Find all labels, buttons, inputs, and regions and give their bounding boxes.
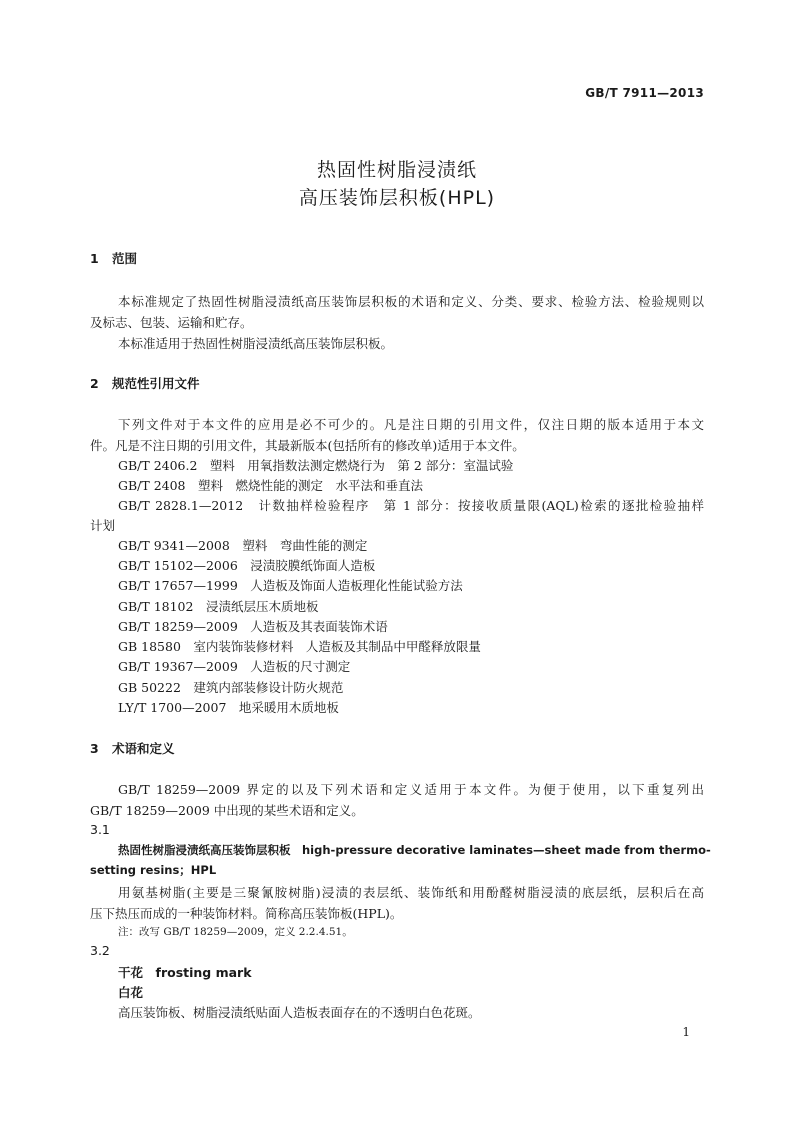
term-number: 3.1 [90,822,110,837]
paragraph-line: GB/T 18259—2009 中出现的某些术语和定义。 [90,803,364,818]
section-number: 1 [90,251,99,266]
term-definition-line: 高压装饰板、树脂浸渍纸贴面人造板表面存在的不透明白色花斑。 [118,1005,481,1020]
document-title-line-1: 热固性树脂浸渍纸 [316,159,477,181]
paragraph-line: 本标准适用于热固性树脂浸渍纸高压装饰层积板。 [118,336,394,351]
section-number: 3 [90,741,99,756]
term-number: 3.2 [90,943,110,958]
document-title-line-2: 高压装饰层积板(HPL) [298,187,496,209]
reference-item: GB 50222 建筑内部装修设计防火规范 [118,680,344,695]
section-1-heading [90,249,137,267]
reference-item: GB/T 17657—1999 人造板及饰面人造板理化性能试验方法 [118,578,463,593]
paragraph-line: 件。凡是不注日期的引用文件，其最新版本(包括所有的修改单)适用于本文件。 [90,438,525,453]
reference-item: LY/T 1700—2007 地采暖用木质地板 [118,700,339,715]
paragraph-line: 下列文件对于本文件的应用是必不可少的。凡是注日期的引用文件，仅注日期的版本适用于本文 [118,417,704,432]
section-title: 术语和定义 [112,741,175,756]
reference-item-continuation: 计划 [90,518,116,533]
term-note: 注：改写 GB/T 18259—2009，定义 2.2.4.51。 [118,926,353,938]
reference-item: GB/T 18259—2009 人造板及其表面装饰术语 [118,619,388,634]
reference-item: GB/T 2408 塑料 燃烧性能的测定 水平法和垂直法 [118,478,424,493]
section-2-heading [90,374,200,392]
reference-item: GB/T 2406.2 塑料 用氧指数法测定燃烧行为 第 2 部分：室温试验 [118,458,514,473]
reference-item: GB 18580 室内装饰装修材料 人造板及其制品中甲醛释放限量 [118,639,481,654]
section-3-heading [90,739,175,757]
page-number: 1 [682,1025,690,1039]
reference-item: GB/T 15102—2006 浸渍胶膜纸饰面人造板 [118,558,376,573]
standard-code: GB/T 7911—2013 [585,86,704,100]
term-definition-line: 用氨基树脂(主要是三聚氰胺树脂)浸渍的表层纸、装饰纸和用酚醛树脂浸渍的底层纸，层积后在高 [118,885,704,900]
term-title: 干花 frosting mark [118,965,252,980]
reference-item: GB/T 2828.1—2012 计数抽样检验程序 第 1 部分：按接收质量限(AQL)检索的逐批检验抽样 [118,498,704,513]
paragraph-line: 及标志、包装、运输和贮存。 [90,315,253,330]
section-number: 2 [90,376,99,391]
term-title-continuation: setting resins；HPL [90,863,217,877]
section-title: 范围 [112,251,138,266]
term-title: 热固性树脂浸渍纸高压装饰层积板 high-pressure decorative laminates—sheet made from thermo- [118,843,711,857]
reference-item: GB/T 19367—2009 人造板的尺寸测定 [118,659,351,674]
reference-item: GB/T 9341—2008 塑料 弯曲性能的测定 [118,538,368,553]
term-synonym: 白花 [118,985,144,1000]
paragraph-line: GB/T 18259—2009 界定的以及下列术语和定义适用于本文件。为便于使用，以下重复列出 [118,782,704,797]
term-definition-line: 压下热压而成的一种装饰材料。简称高压装饰板(HPL)。 [90,906,403,921]
section-title: 规范性引用文件 [112,376,200,391]
reference-item: GB/T 18102 浸渍纸层压木质地板 [118,599,319,614]
paragraph-line: 本标准规定了热固性树脂浸渍纸高压装饰层积板的术语和定义、分类、要求、检验方法、检验规则以 [118,294,704,309]
